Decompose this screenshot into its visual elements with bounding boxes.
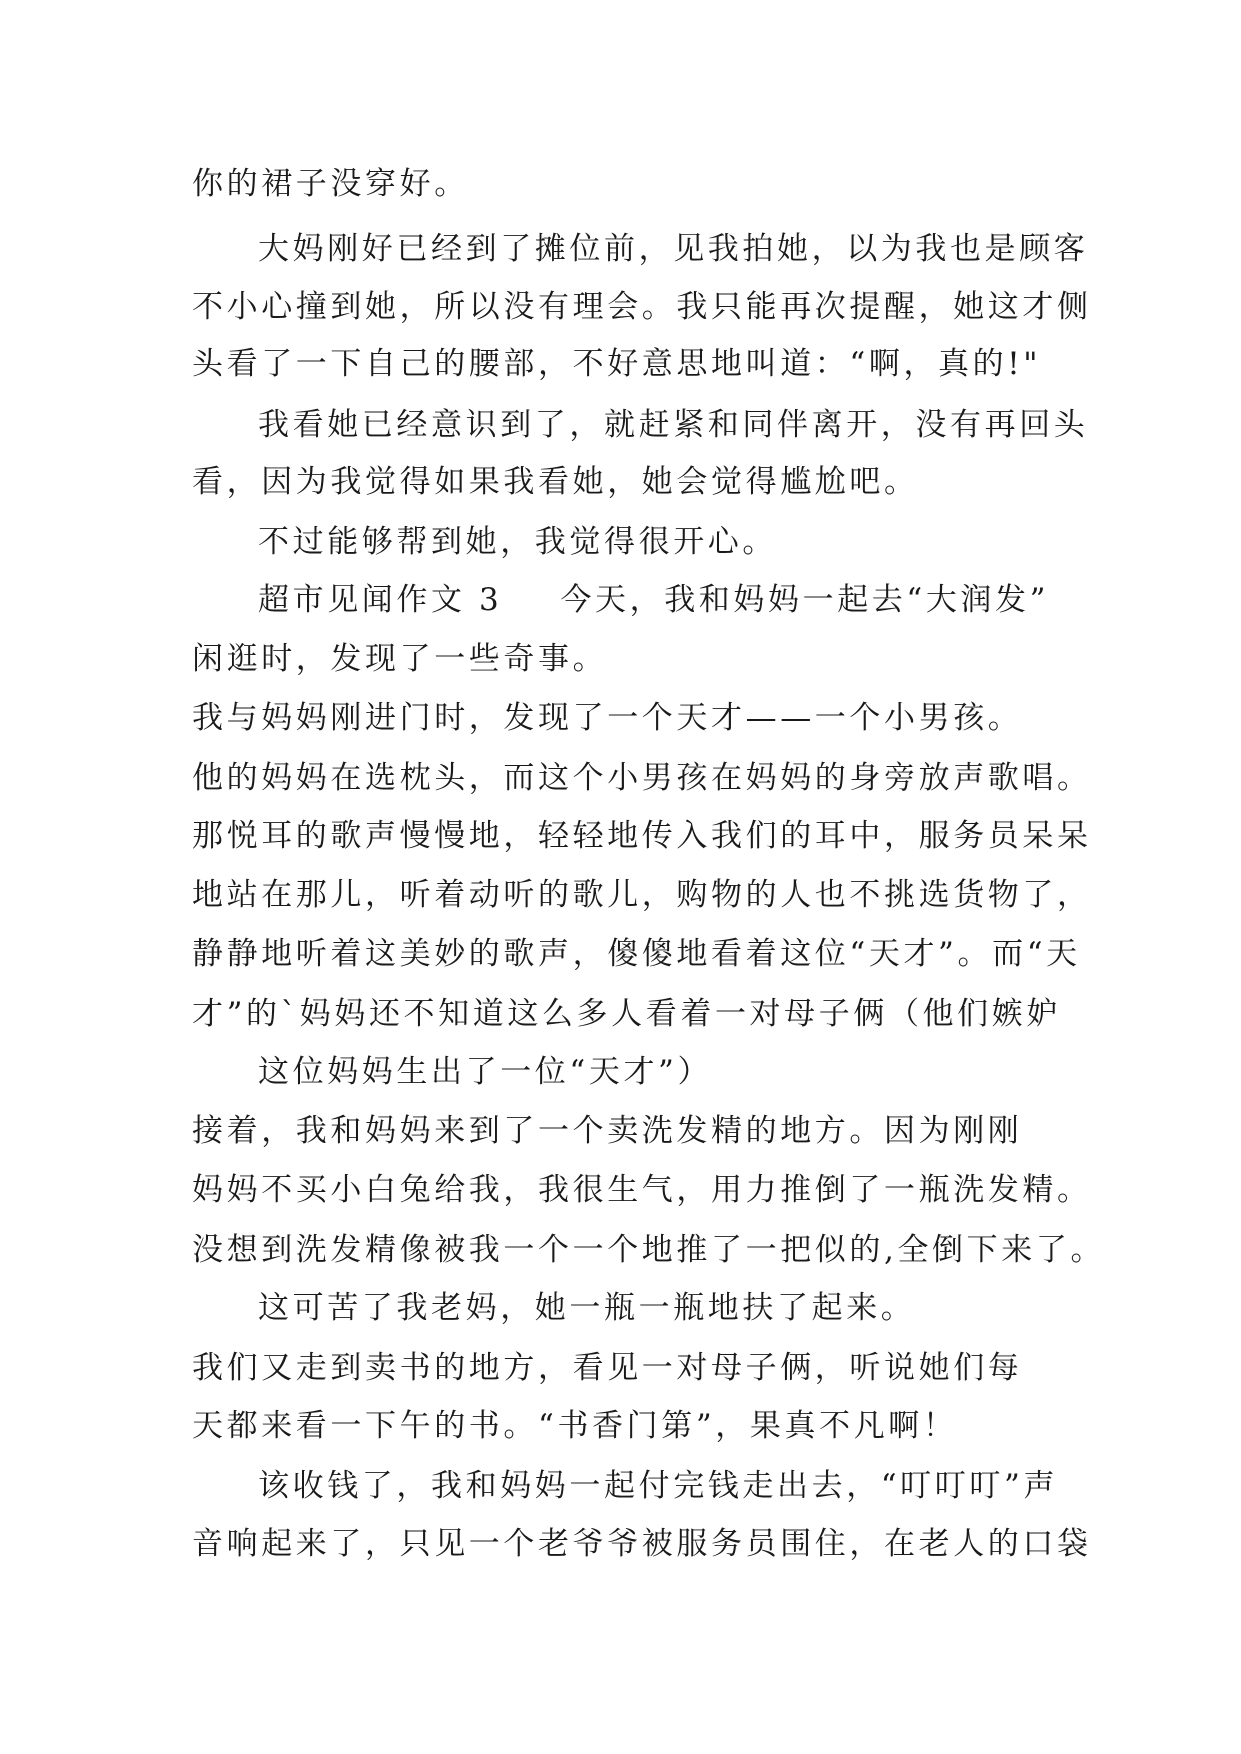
text-line: 这可苦了我老妈，她一瓶一瓶地扶了起来。 bbox=[258, 1290, 916, 1326]
text-line: 地站在那儿，听着动听的歌儿，购物的人也不挑选货物了， bbox=[192, 877, 1092, 913]
text-line: 不小心撞到她，所以没有理会。我只能再次提醒，她这才侧 bbox=[192, 289, 1092, 325]
text-line: 我与妈妈刚进门时，发现了一个天才——一个小男孩。 bbox=[192, 700, 1023, 736]
text-line: 接着，我和妈妈来到了一个卖洗发精的地方。因为刚刚 bbox=[192, 1113, 1023, 1149]
text-line: 你的裙子没穿好。 bbox=[192, 166, 469, 202]
text-line: 该收钱了，我和妈妈一起付完钱走出去，“叮叮叮”声 bbox=[258, 1468, 1059, 1504]
text-line: 头看了一下自己的腰部，不好意思地叫道：“啊，真的!" bbox=[192, 346, 1042, 382]
text-line: 妈妈不买小白兔给我，我很生气，用力推倒了一瓶洗发精。 bbox=[192, 1172, 1092, 1208]
text-line: 这位妈妈生出了一位“天才”） bbox=[258, 1054, 713, 1090]
text-line: 大妈刚好已经到了摊位前，见我拍她，以为我也是顾客 bbox=[258, 231, 1089, 267]
heading-continuation: 今天，我和妈妈一起去“大润发” bbox=[560, 582, 1050, 618]
text-line: 天都来看一下午的书。“书香门第”，果真不凡啊！ bbox=[192, 1408, 958, 1444]
text-line: 音响起来了，只见一个老爷爷被服务员围住，在老人的口袋 bbox=[192, 1526, 1092, 1562]
text-line-section-heading bbox=[0, 568, 1241, 632]
text-line: 闲逛时，发现了一些奇事。 bbox=[192, 641, 608, 677]
text-line: 才”的`妈妈还不知道这么多人看着一对母子俩（他们嫉妒 bbox=[192, 996, 1061, 1032]
text-line: 静静地听着这美妙的歌声，傻傻地看着这位“天才”。而“天 bbox=[192, 936, 1081, 972]
section-heading: 超市见闻作文 3 bbox=[258, 582, 503, 618]
text-line: 我看她已经意识到了，就赶紧和同伴离开，没有再回头 bbox=[258, 407, 1089, 443]
text-line: 看，因为我觉得如果我看她，她会觉得尴尬吧。 bbox=[192, 464, 919, 500]
text-line: 不过能够帮到她，我觉得很开心。 bbox=[258, 524, 777, 560]
text-line: 他的妈妈在选枕头，而这个小男孩在妈妈的身旁放声歌唱。 bbox=[192, 760, 1092, 796]
text-line: 没想到洗发精像被我一个一个地推了一把似的,全倒下来了。 bbox=[192, 1232, 1106, 1268]
text-line: 那悦耳的歌声慢慢地，轻轻地传入我们的耳中，服务员呆呆 bbox=[192, 818, 1092, 854]
text-line: 我们又走到卖书的地方，看见一对母子俩，听说她们每 bbox=[192, 1350, 1023, 1386]
